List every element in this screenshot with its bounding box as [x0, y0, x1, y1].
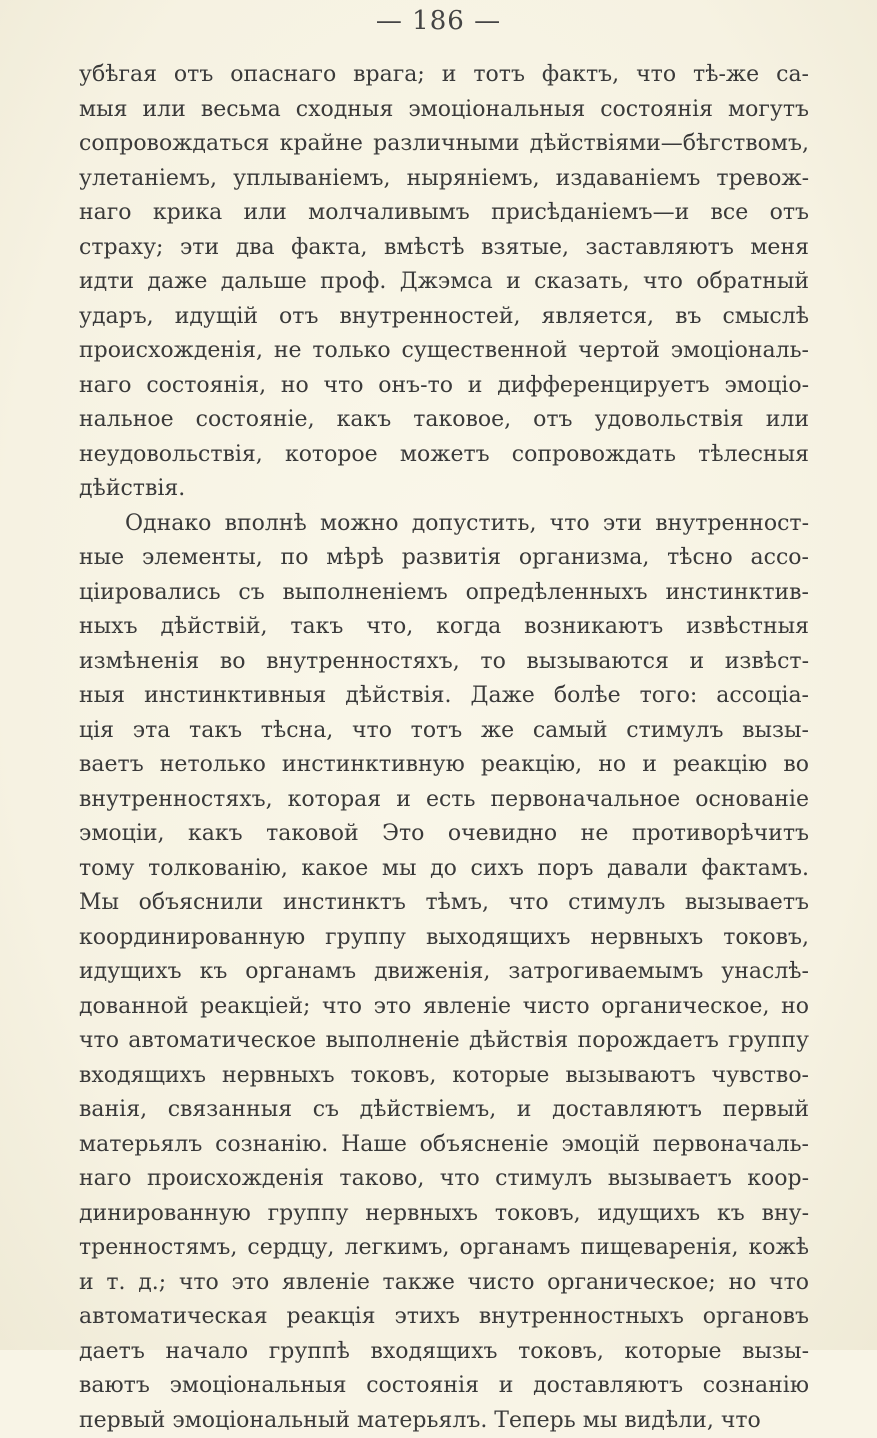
text-line: даетъ начало группѣ входящихъ токовъ, которые вызы-: [79, 1335, 809, 1370]
text-line: сопровождаться крайне различными дѣйствіями—бѣгствомъ,: [79, 127, 809, 162]
text-line: дѣйствія.: [79, 472, 809, 507]
text-line: эмоціи, какъ таковой Это очевидно не противорѣчитъ: [79, 817, 809, 852]
text-line: что автоматическое выполненіе дѣйствія порождаетъ группу: [79, 1024, 809, 1059]
text-line: ныхъ дѣйствій, такъ что, когда возникаютъ извѣстныя: [79, 610, 809, 645]
text-line: тренностямъ, сердцу, легкимъ, органамъ пищеваренія, кожѣ: [79, 1231, 809, 1266]
text-line: матерьялъ сознанію. Наше объясненіе эмоцій первоначаль-: [79, 1128, 809, 1163]
body-text: [79, 58, 809, 1438]
text-line: входящихъ нервныхъ токовъ, которые вызываютъ чувство-: [79, 1059, 809, 1094]
text-line: наго происхожденія таково, что стимулъ вызываетъ коор-: [79, 1162, 809, 1197]
text-line: тому толкованію, какое мы до сихъ поръ давали фактамъ.: [79, 852, 809, 887]
text-line: внутренностяхъ, которая и есть первоначальное основаніе: [79, 783, 809, 818]
text-line: ные элементы, по мѣрѣ развитія организма, тѣсно ассо-: [79, 541, 809, 576]
text-line: дованной реакціей; что это явленіе чисто органическое, но: [79, 990, 809, 1025]
text-line: происхожденія, не только существенной чертой эмоціональ-: [79, 334, 809, 369]
text-line: мыя или весьма сходныя эмоціональныя состоянія могутъ: [79, 93, 809, 128]
text-line: ванія, связанныя съ дѣйствіемъ, и доставляютъ первый: [79, 1093, 809, 1128]
text-line: ваетъ нетолько инстинктивную реакцію, но и реакцію во: [79, 748, 809, 783]
text-line: наго состоянія, но что онъ-то и дифференцируетъ эмоціо-: [79, 369, 809, 404]
text-line: ударъ, идущій отъ внутренностей, является, въ смыслѣ: [79, 300, 809, 335]
text-line: наго крика или молчаливымъ присѣданіемъ—и все отъ: [79, 196, 809, 231]
text-line: улетаніемъ, уплываніемъ, ныряніемъ, издаваніемъ тревож-: [79, 162, 809, 197]
paragraph-2: [79, 507, 809, 1438]
text-line: Мы объяснили инстинктъ тѣмъ, что стимулъ вызываетъ: [79, 886, 809, 921]
text-line: неудовольствія, которое можетъ сопровождать тѣлесныя: [79, 438, 809, 473]
text-line: убѣгая отъ опаснаго врага; и тотъ фактъ, что тѣ-же са-: [79, 58, 809, 93]
text-line: Однако вполнѣ можно допустить, что эти внутренност-: [79, 507, 809, 542]
page-number: — 186 —: [0, 6, 877, 36]
text-line: динированную группу нервныхъ токовъ, идущихъ къ вну-: [79, 1197, 809, 1232]
text-line: координированную группу выходящихъ нервныхъ токовъ,: [79, 921, 809, 956]
text-line: измѣненія во внутренностяхъ, то вызываются и извѣст-: [79, 645, 809, 680]
text-line: и т. д.; что это явленіе также чисто органическое; но что: [79, 1266, 809, 1301]
text-line: первый эмоціональный матерьялъ. Теперь мы видѣли, что: [79, 1404, 809, 1438]
text-line: ціировались съ выполненіемъ опредѣленныхъ инстинктив-: [79, 576, 809, 611]
paragraph-1: [79, 58, 809, 507]
text-line: идти даже дальше проф. Джэмса и сказать, что обратный: [79, 265, 809, 300]
text-line: автоматическая реакція этихъ внутренностныхъ органовъ: [79, 1300, 809, 1335]
text-line: ція эта такъ тѣсна, что тотъ же самый стимулъ вызы-: [79, 714, 809, 749]
text-line: страху; эти два факта, вмѣстѣ взятые, заставляютъ меня: [79, 231, 809, 266]
text-line: идущихъ къ органамъ движенія, затрогиваемымъ унаслѣ-: [79, 955, 809, 990]
text-line: ныя инстинктивныя дѣйствія. Даже болѣе того: ассоціа-: [79, 679, 809, 714]
text-line: нальное состояніе, какъ таковое, отъ удовольствія или: [79, 403, 809, 438]
text-line: ваютъ эмоціональныя состоянія и доставляютъ сознанію: [79, 1369, 809, 1404]
